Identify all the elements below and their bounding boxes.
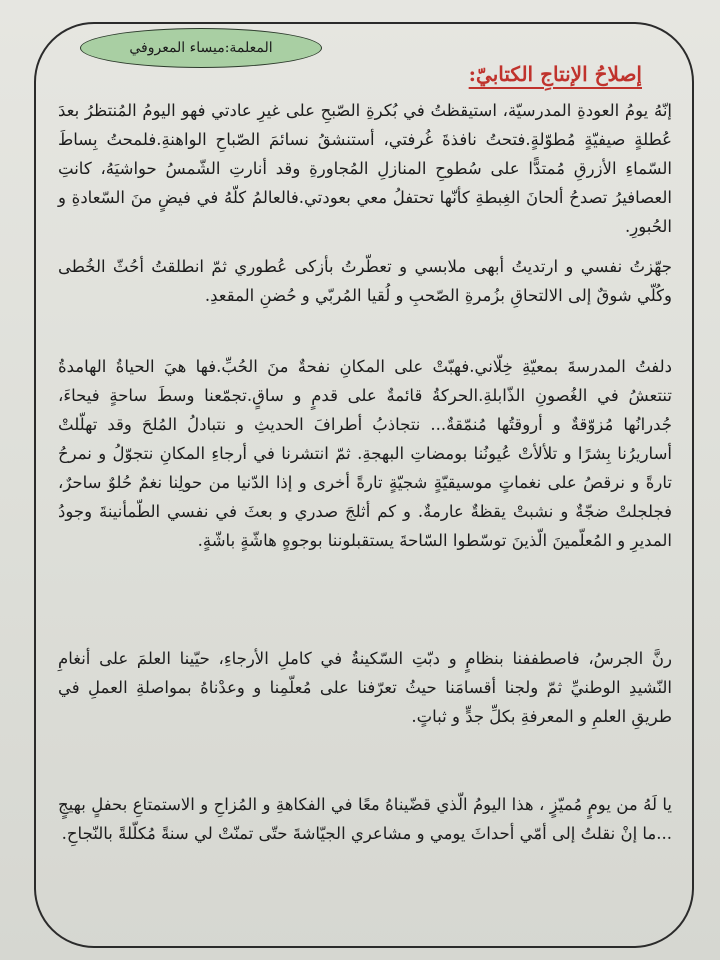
page-title: إصلاحُ الإنتاجِ الكتابيّ: xyxy=(468,62,642,86)
paragraph-5: يا لَهُ من يومٍ مُميّزٍ ، هذا اليومُ الّذي قضّيناهُ معًا في الفكاهةِ و المُزاحِ و الاستمتاعِ بحفلٍ بهيجٍ ...ما إنْ نقلتُ إلى أمّي أحداثَ يومي و مشاعري الجيّاشةَ حتّى تمنّتْ لي سنةً مُكلّلةً بالنّجاحِ. xyxy=(58,795,672,843)
teacher-name-badge: المعلمة:ميساء المعروفي xyxy=(80,28,322,68)
paragraph-1: إنّهُ يومُ العودةِ المدرسيّة، استيقظتُ في بُكرةِ الصّبحِ على غيرِ عادتي فهو اليومُ المُنتظرُ بعدَ عُطلةٍ صيفيّةٍ مُطوّلةٍ.فتحتُ نافذةَ غُرفتي، أستنشقُ نسائمَ الصّباحِ الواهنةِ.فلمحتُ بِساطَ السّماءِ الأزرقِ مُمتدًّا على سُطوحِ المنازلِ المُجاورةِ وقد أنارتِ الشّمسُ حواشيَهُ، كانتِ العصافيرُ تصدحُ ألحانَ الغِبطةِ كأنّها تحتفلُ معي بعودتي.فالعالمُ كلّهُ في فيضٍ منَ السّعادةِ و الحُبورِ. xyxy=(58,101,672,236)
paragraph-4: رنَّ الجرسُ، فاصطففنا بنظامٍ و دبّتِ السّكينةُ في كاملِ الأرجاءِ، حيّينا العلمَ على أنغامِ النّشيدِ الوطنيِّ ثمّ ولجنا أقسامَنا حيثُ تعرّفنا على مُعلّمِنا و وعدْناهُ بمواصلةِ العملِ في طريقِ العلمِ و المعرفةِ بكلِّ جدٍّ و ثباتٍ. xyxy=(58,649,672,726)
paragraph-2: جهّزتُ نفسي و ارتديتُ أبهى ملابسي و تعطّرتُ بأزكى عُطوري ثمّ انطلقتُ أحُثّ الخُطى وكُلّي شوقٌ إلى الالتحاقِ بزُمرةِ الصّحبِ و لُقيا المُربّي و حُضنِ المقعدِ. xyxy=(58,257,672,305)
paragraph-3: دلفتُ المدرسةَ بمعيّةِ خِلّاني.فهبّتْ على المكانِ نفحةٌ منَ الحُبِّ.فها هيَ الحياةُ الهامدةُ تنتعشُ في الغُصونِ الذّابلةِ.الحركةُ قائمةٌ على قدمٍ و ساقٍ.تجمّعنا وسطَ ساحةٍ فيحاءَ، جُدرانُها مُزوّقةٌ و أروقتُها مُنمّقةٌ... نتجاذبُ أطرافَ الحديثِ و نتبادلُ المُلحَ وقد تهلّلتْ أساريرُنا بِشرًا و تلألأتْ عُيونُنا بومضاتِ البهجةِ. ثمّ انتشرنا في أرجاءِ المكانِ نتجوّلُ و نمرحُ تارةً و نرقصُ على نغماتٍ موسيقيّةٍ شجيّةٍ تارةً أخرى و إذا الدّنيا من حولِنا نغمٌ حُلوٌ ساحرٌ، فجلجلتْ ضجّةٌ و نشبتْ يقظةٌ عارمةٌ. و كم أثلجَ صدري و بعثَ في نفسي الطّمأنينةَ وجودُ المديرِ و المُعلّمينَ الّذينَ توسّطوا السّاحةَ يستقبلوننا بوجوهٍ هاشّةٍ باشّةٍ. xyxy=(58,357,672,550)
